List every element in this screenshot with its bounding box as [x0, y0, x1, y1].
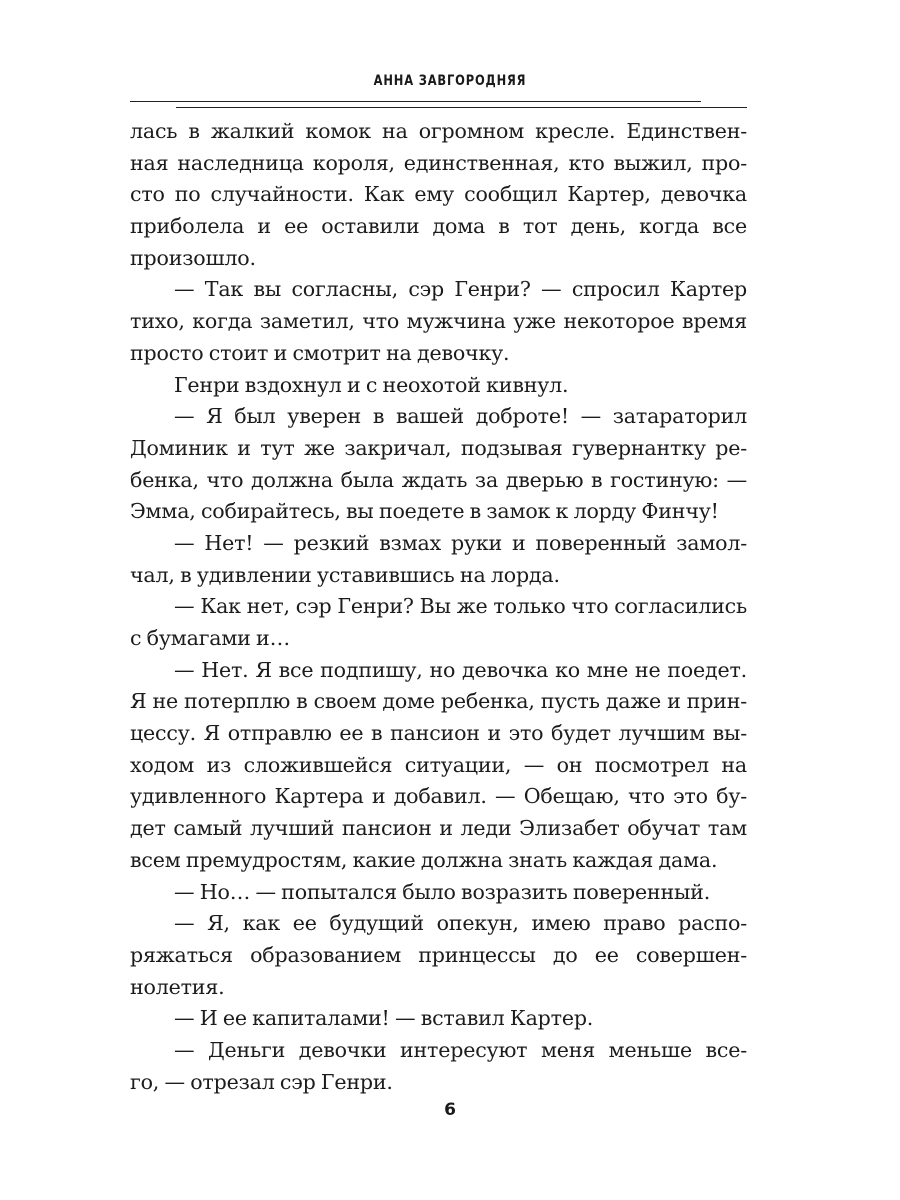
running-head-author: АННА ЗАВГОРОДНЯЯ: [373, 73, 527, 89]
text-line: — Нет. Я все подпишу, но девочка ко мне не поедет.: [174, 657, 747, 682]
text-line: бенка, что должна была ждать за дверью в гостиную: —: [130, 467, 747, 492]
text-line: ная наследница короля, единственная, кто выжил, про-: [130, 150, 747, 175]
text-line: — Нет! — резкий взмах руки и поверенный замол-: [174, 530, 747, 555]
text-line: — Так вы согласны, сэр Генри? — спросил Картер: [174, 277, 747, 302]
text-line: Доминик и тут же закричал, подзывая гувернантку ре-: [130, 435, 747, 460]
text-line: нолетия.: [130, 974, 225, 999]
text-line: сто по случайности. Как ему сообщил Картер, девочка: [130, 182, 747, 207]
text-line: ходом из сложившейся ситуации, — он посмотрел на: [130, 752, 747, 777]
text-line: всем премудростям, какие должна знать каждая дама.: [130, 847, 718, 872]
text-line: — Деньги девочки интересуют меня меньше все-: [174, 1037, 747, 1062]
text-line: — И ее капиталами! — вставил Картер.: [174, 1006, 594, 1031]
header-rule-bottom: [176, 107, 747, 108]
text-line: дет самый лучший пансион и леди Элизабет обучат там: [130, 816, 747, 841]
text-line: ряжаться образованием принцессы до ее совершен-: [130, 942, 747, 967]
text-line: произошло.: [130, 245, 256, 270]
page-number: 6: [444, 1100, 456, 1120]
text-line: — Я был уверен в вашей доброте! — затараторил: [174, 404, 747, 429]
text-line: цессу. Я отправлю ее в пансион и это будет лучшим вы-: [130, 721, 747, 746]
text-line: лась в жалкий комок на огромном кресле. Единствен-: [130, 119, 747, 143]
text-line: Генри вздохнул и с неохотой кивнул.: [174, 372, 569, 397]
text-line: Я не потерплю в своем доме ребенка, пусть даже и прин-: [130, 689, 747, 714]
text-line: — Как нет, сэр Генри? Вы же только что согласились: [174, 594, 747, 619]
text-line: — Но… — попытался было возразить поверенный.: [174, 879, 711, 904]
text-line: приболела и ее оставили дома в тот день, когда все: [130, 214, 747, 239]
text-line: Эмма, собирайтесь, вы поедете в замок к лорду Финчу!: [130, 499, 719, 524]
text-line: тихо, когда заметил, что мужчина уже некоторое время: [130, 309, 747, 334]
text-line: — Я, как ее будущий опекун, имею право распо-: [174, 911, 747, 936]
text-line: просто стоит и смотрит на девочку.: [130, 340, 510, 365]
header-rule-top: [130, 101, 701, 102]
text-line: го, — отрезал сэр Генри.: [130, 1069, 393, 1094]
text-line: удивленного Картера и добавил. — Обещаю, что это бу-: [130, 784, 747, 809]
text-line: с бумагами и…: [130, 626, 290, 650]
text-line: чал, в удивлении уставившись на лорда.: [130, 562, 560, 587]
body-text: [130, 116, 747, 1098]
